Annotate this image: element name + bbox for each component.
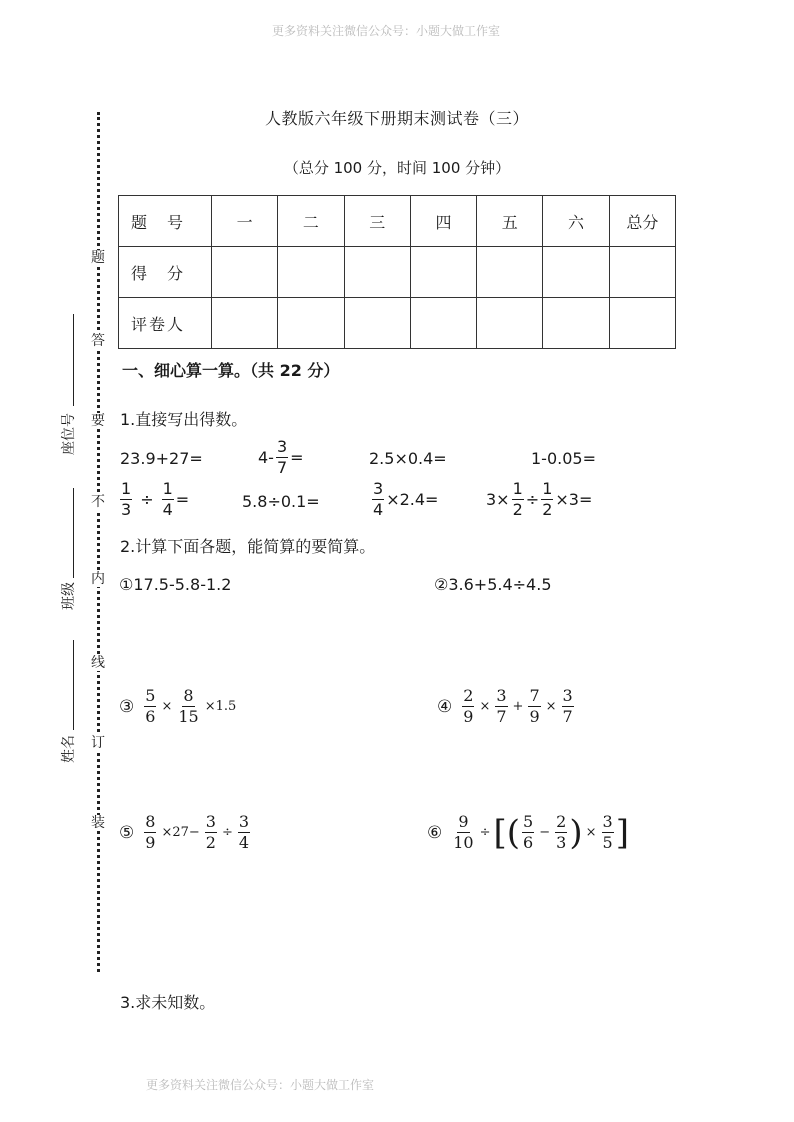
problem-marker: ⑥ bbox=[427, 822, 443, 843]
question-3-label: 3.求未知数。 bbox=[120, 993, 216, 1012]
mental-math-g bbox=[370, 481, 438, 518]
problem-5 bbox=[119, 814, 252, 851]
fraction bbox=[372, 481, 384, 518]
mental-math-f bbox=[242, 492, 320, 511]
operator: ÷ bbox=[525, 490, 540, 509]
column-header: 二 bbox=[278, 196, 344, 247]
problem-2: ②3.6+5.4÷4.5 bbox=[434, 575, 552, 594]
binding-char: 不 bbox=[91, 494, 105, 510]
column-header: 五 bbox=[477, 196, 543, 247]
problem-marker: ④ bbox=[437, 696, 453, 717]
numerator: 3 bbox=[496, 686, 507, 705]
binding-char: 答 bbox=[91, 333, 105, 349]
expr-text: 2.5×0.4= bbox=[369, 449, 447, 468]
operator: + bbox=[512, 699, 524, 714]
column-header: 六 bbox=[543, 196, 609, 247]
row-header-number: 题 号 bbox=[119, 196, 212, 247]
fraction bbox=[562, 688, 574, 725]
operator: × bbox=[479, 699, 491, 714]
open-bracket: [( bbox=[493, 812, 521, 853]
numerator: 3 bbox=[562, 686, 573, 705]
expr-text: ×27− bbox=[161, 825, 200, 840]
fraction bbox=[238, 814, 250, 851]
fraction bbox=[144, 814, 156, 851]
row-header-score: 得 分 bbox=[119, 247, 212, 298]
exam-subtitle: （总分 100 分，时间 100 分钟） bbox=[283, 159, 511, 177]
denominator: 10 bbox=[453, 833, 474, 852]
fraction bbox=[205, 814, 217, 851]
score-cell[interactable] bbox=[212, 247, 278, 298]
fraction bbox=[555, 814, 567, 851]
numerator: 1 bbox=[162, 479, 173, 498]
fraction bbox=[120, 481, 132, 518]
expr-text: = bbox=[175, 490, 190, 509]
expr-text: 5.8÷0.1= bbox=[242, 492, 320, 511]
fraction bbox=[495, 688, 507, 725]
question-1-label: 1.直接写出得数。 bbox=[120, 410, 248, 429]
score-cell[interactable] bbox=[477, 247, 543, 298]
fraction bbox=[541, 481, 553, 518]
fraction bbox=[462, 688, 474, 725]
operator: × bbox=[545, 699, 557, 714]
grader-cell[interactable] bbox=[212, 298, 278, 349]
score-table bbox=[118, 195, 676, 349]
score-cell[interactable] bbox=[609, 247, 675, 298]
mental-math-a bbox=[120, 449, 203, 468]
numerator: 3 bbox=[205, 812, 216, 831]
class-line bbox=[73, 488, 74, 578]
column-header: 总分 bbox=[609, 196, 675, 247]
denominator: 4 bbox=[373, 500, 384, 519]
watermark-top: 更多资料关注微信公众号：小题大做工作室 bbox=[272, 24, 501, 38]
seat-number-label: 座位号 bbox=[61, 413, 77, 455]
expr-text: 4- bbox=[258, 448, 274, 467]
denominator: 9 bbox=[529, 707, 540, 726]
numerator: 2 bbox=[463, 686, 474, 705]
seat-number-line bbox=[73, 314, 74, 406]
grader-cell[interactable] bbox=[278, 298, 344, 349]
denominator: 9 bbox=[463, 707, 474, 726]
denominator: 7 bbox=[496, 707, 507, 726]
operator: × bbox=[161, 699, 173, 714]
table-row bbox=[119, 298, 676, 349]
denominator: 3 bbox=[121, 500, 132, 519]
mental-math-h bbox=[486, 481, 592, 518]
problem-6 bbox=[427, 814, 629, 851]
numerator: 3 bbox=[373, 479, 384, 498]
problem-marker: ③ bbox=[119, 696, 135, 717]
expr-text: = bbox=[290, 448, 304, 467]
denominator: 4 bbox=[238, 833, 250, 852]
name-line bbox=[73, 640, 74, 730]
fraction bbox=[452, 814, 474, 851]
fraction bbox=[177, 688, 199, 725]
denominator: 6 bbox=[145, 707, 156, 726]
fraction bbox=[162, 481, 174, 518]
close-paren: ) bbox=[569, 812, 583, 853]
numerator: 5 bbox=[145, 686, 156, 705]
binding-char: 题 bbox=[91, 250, 105, 266]
score-cell[interactable] bbox=[543, 247, 609, 298]
exam-title: 人教版六年级下册期末测试卷（三） bbox=[264, 109, 529, 128]
numerator: 1 bbox=[512, 479, 523, 498]
table-row bbox=[119, 196, 676, 247]
binding-dotted-line bbox=[97, 112, 100, 972]
mental-math-d bbox=[531, 449, 596, 468]
binding-char: 订 bbox=[91, 735, 105, 751]
fraction bbox=[522, 814, 534, 851]
section-heading: 一、细心算一算。（共 22 分） bbox=[122, 361, 340, 380]
numerator: 1 bbox=[121, 479, 132, 498]
numerator: 5 bbox=[523, 812, 534, 831]
problem-1: ①17.5-5.8-1.2 bbox=[119, 575, 232, 594]
watermark-bottom: 更多资料关注微信公众号：小题大做工作室 bbox=[146, 1078, 375, 1092]
score-cell[interactable] bbox=[344, 247, 410, 298]
fraction bbox=[276, 439, 288, 476]
fraction bbox=[512, 481, 524, 518]
problem-3 bbox=[119, 688, 239, 725]
class-label: 班级 bbox=[61, 582, 77, 610]
problem-4 bbox=[437, 688, 576, 725]
denominator: 6 bbox=[523, 833, 534, 852]
denominator: 2 bbox=[542, 500, 553, 519]
fraction bbox=[602, 814, 614, 851]
numerator: 3 bbox=[276, 437, 288, 456]
numerator: 3 bbox=[602, 812, 613, 831]
mental-math-b bbox=[258, 439, 304, 476]
expr-text: 23.9+27= bbox=[120, 449, 203, 468]
operator: ÷ bbox=[140, 490, 154, 509]
operator: ÷ bbox=[479, 825, 491, 840]
grader-cell[interactable] bbox=[477, 298, 543, 349]
mental-math-e bbox=[118, 481, 189, 518]
expr-text: ×1.5 bbox=[204, 699, 237, 714]
operator: × bbox=[585, 825, 597, 840]
column-header: 三 bbox=[344, 196, 410, 247]
grader-cell[interactable] bbox=[410, 298, 476, 349]
expr-text: ×3= bbox=[555, 490, 593, 509]
grader-cell[interactable] bbox=[609, 298, 675, 349]
score-cell[interactable] bbox=[410, 247, 476, 298]
denominator: 2 bbox=[205, 833, 216, 852]
denominator: 9 bbox=[145, 833, 156, 852]
expr-text: ×2.4= bbox=[386, 490, 439, 509]
question-2-label: 2.计算下面各题，能简算的要简算。 bbox=[120, 537, 376, 556]
problem-marker: ⑤ bbox=[119, 822, 135, 843]
grader-cell[interactable] bbox=[344, 298, 410, 349]
denominator: 5 bbox=[602, 833, 613, 852]
binding-char: 要 bbox=[91, 413, 105, 429]
operator: ÷ bbox=[221, 825, 233, 840]
numerator: 2 bbox=[556, 812, 567, 831]
score-cell[interactable] bbox=[278, 247, 344, 298]
column-header: 一 bbox=[212, 196, 278, 247]
numerator: 9 bbox=[458, 812, 469, 831]
operator: − bbox=[539, 825, 551, 840]
expr-text: 1-0.05= bbox=[531, 449, 596, 468]
numerator: 1 bbox=[542, 479, 553, 498]
numerator: 7 bbox=[529, 686, 540, 705]
name-label: 姓名 bbox=[61, 735, 77, 763]
expr-text: 3× bbox=[486, 490, 510, 509]
numerator: 8 bbox=[145, 812, 156, 831]
numerator: 8 bbox=[183, 686, 194, 705]
denominator: 15 bbox=[178, 707, 199, 726]
column-header: 四 bbox=[410, 196, 476, 247]
close-bracket: ] bbox=[615, 812, 629, 853]
table-row bbox=[119, 247, 676, 298]
mental-math-c bbox=[369, 449, 447, 468]
denominator: 3 bbox=[556, 833, 567, 852]
denominator: 2 bbox=[512, 500, 523, 519]
grader-cell[interactable] bbox=[543, 298, 609, 349]
numerator: 3 bbox=[238, 812, 250, 831]
row-header-grader: 评卷人 bbox=[119, 298, 212, 349]
binding-char: 线 bbox=[91, 655, 105, 671]
denominator: 7 bbox=[562, 707, 573, 726]
denominator: 7 bbox=[276, 458, 288, 477]
binding-char: 内 bbox=[91, 571, 105, 587]
fraction bbox=[528, 688, 540, 725]
denominator: 4 bbox=[162, 500, 173, 519]
fraction bbox=[144, 688, 156, 725]
binding-char: 装 bbox=[91, 815, 105, 831]
